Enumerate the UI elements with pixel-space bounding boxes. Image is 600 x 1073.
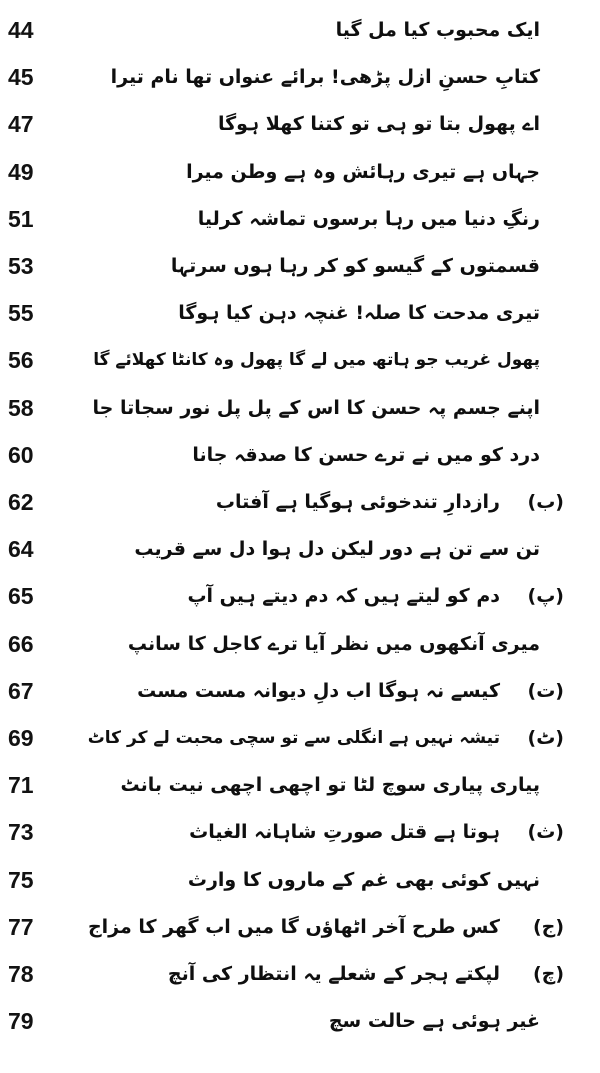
entry-title: تیشہ نہیں ہے انگلی سے تو سچی محبت لے کر کاٹ xyxy=(87,728,500,748)
section-letter: (پ) xyxy=(527,585,564,608)
entry-title: ایک محبوب کیا مل گیا xyxy=(335,19,540,41)
toc-entry xyxy=(0,527,600,571)
page-number: 58 xyxy=(8,394,34,421)
toc-entry xyxy=(0,810,600,854)
toc-entry xyxy=(0,197,600,241)
toc-entry xyxy=(0,952,600,996)
entry-title: کس طرح آخر اٹھاؤں گا میں اب گھر کا مزاج xyxy=(87,915,500,938)
section-letter: (ج) xyxy=(532,915,564,938)
entry-title: قسمتوں کے گیسو کو کر رہا ہوں سرتہا xyxy=(170,255,540,277)
toc-entry xyxy=(0,102,600,146)
entry-title: دم کو لیتے ہیں کہ دم دیتے ہیں آپ xyxy=(187,585,500,608)
toc-entry xyxy=(0,999,600,1043)
toc-entry xyxy=(0,244,600,288)
toc-entry xyxy=(0,150,600,194)
entry-title: تیری مدحت کا صلہ! غنچہ دہن کیا ہوگا xyxy=(178,302,540,325)
entry-title: کتابِ حسنِ ازل پڑھی! برائے عنواں تھا نام تیرا xyxy=(110,66,540,89)
page-number: 75 xyxy=(8,866,34,893)
toc-entry xyxy=(0,291,600,335)
toc-entry xyxy=(0,574,600,618)
toc-entry xyxy=(0,763,600,807)
page-number: 49 xyxy=(8,158,34,185)
toc-entry xyxy=(0,480,600,524)
page-number: 66 xyxy=(8,630,34,657)
page-number: 71 xyxy=(8,772,34,799)
entry-title: پیاری پیاری سوچ لٹا تو اچھی اچھی نیت بانٹ xyxy=(120,774,540,797)
section-letter: (ٹ) xyxy=(527,727,564,749)
section-letter: (ت) xyxy=(527,679,564,702)
entry-title: اے پھول بتا تو ہی تو کتنا کھلا ہوگا xyxy=(217,113,540,136)
page-number: 73 xyxy=(8,819,34,846)
page-number: 51 xyxy=(8,205,34,232)
entry-title: میری آنکھوں میں نظر آیا ترے کاجل کا سانپ xyxy=(127,632,540,655)
page-number: 45 xyxy=(8,64,34,91)
toc-entry xyxy=(0,338,600,382)
page-number: 60 xyxy=(8,441,34,468)
page-number: 53 xyxy=(8,253,34,279)
page-number: 67 xyxy=(8,677,34,704)
toc-entry xyxy=(0,386,600,430)
page-number: 78 xyxy=(8,961,34,987)
entry-title: لپکتے ہجر کے شعلے یہ انتظار کی آنچ xyxy=(167,963,500,985)
section-letter: (ب) xyxy=(527,491,564,513)
page-number: 56 xyxy=(8,347,34,374)
entry-title: اپنے جسم پہ حسن کا اس کے پل پل نور سجاتا جا xyxy=(92,396,540,419)
entry-title: غیر ہوئی ہے حالت سچ xyxy=(328,1010,540,1033)
entry-title: تن سے تن ہے دور لیکن دل ہوا دل سے قریب xyxy=(134,538,540,561)
page-number: 77 xyxy=(8,913,34,940)
entry-title: رنگِ دنیا میں رہا برسوں تماشہ کرلیا xyxy=(197,207,540,230)
page-number: 69 xyxy=(8,725,34,751)
page-number: 62 xyxy=(8,489,34,515)
toc-entry xyxy=(0,669,600,713)
page-number: 55 xyxy=(8,300,34,327)
section-letter: (چ) xyxy=(532,963,564,985)
entry-title: پھول غریب جو ہاتھ میں لے گا پھول وہ کانٹا کھلائے گا xyxy=(93,350,540,371)
toc-entry xyxy=(0,8,600,52)
toc-entry xyxy=(0,622,600,666)
entry-title: درد کو میں نے ترے حسن کا صدقہ جانا xyxy=(192,443,540,466)
entry-title: نہیں کوئی بھی غم کے ماروں کا وارث xyxy=(187,868,540,891)
page-number: 44 xyxy=(8,17,34,43)
toc-entry xyxy=(0,905,600,949)
toc-entry xyxy=(0,858,600,902)
page-number: 47 xyxy=(8,111,34,138)
entry-title: رازدارِ تندخوئی ہوگیا ہے آفتاب xyxy=(215,491,500,513)
entry-title: جہاں ہے تیری رہائش وہ ہے وطن میرا xyxy=(186,160,540,183)
page-number: 64 xyxy=(8,536,34,563)
toc-entry xyxy=(0,716,600,760)
section-letter: (ث) xyxy=(527,821,564,844)
page-number: 79 xyxy=(8,1008,34,1035)
toc-entry xyxy=(0,55,600,99)
entry-title: کیسے نہ ہوگا اب دلِ دیوانہ مست مست xyxy=(137,679,500,702)
toc-entry xyxy=(0,433,600,477)
entry-title: ہوتا ہے قتل صورتِ شاہانہ الغیاث xyxy=(189,821,500,844)
page-number: 65 xyxy=(8,583,34,610)
